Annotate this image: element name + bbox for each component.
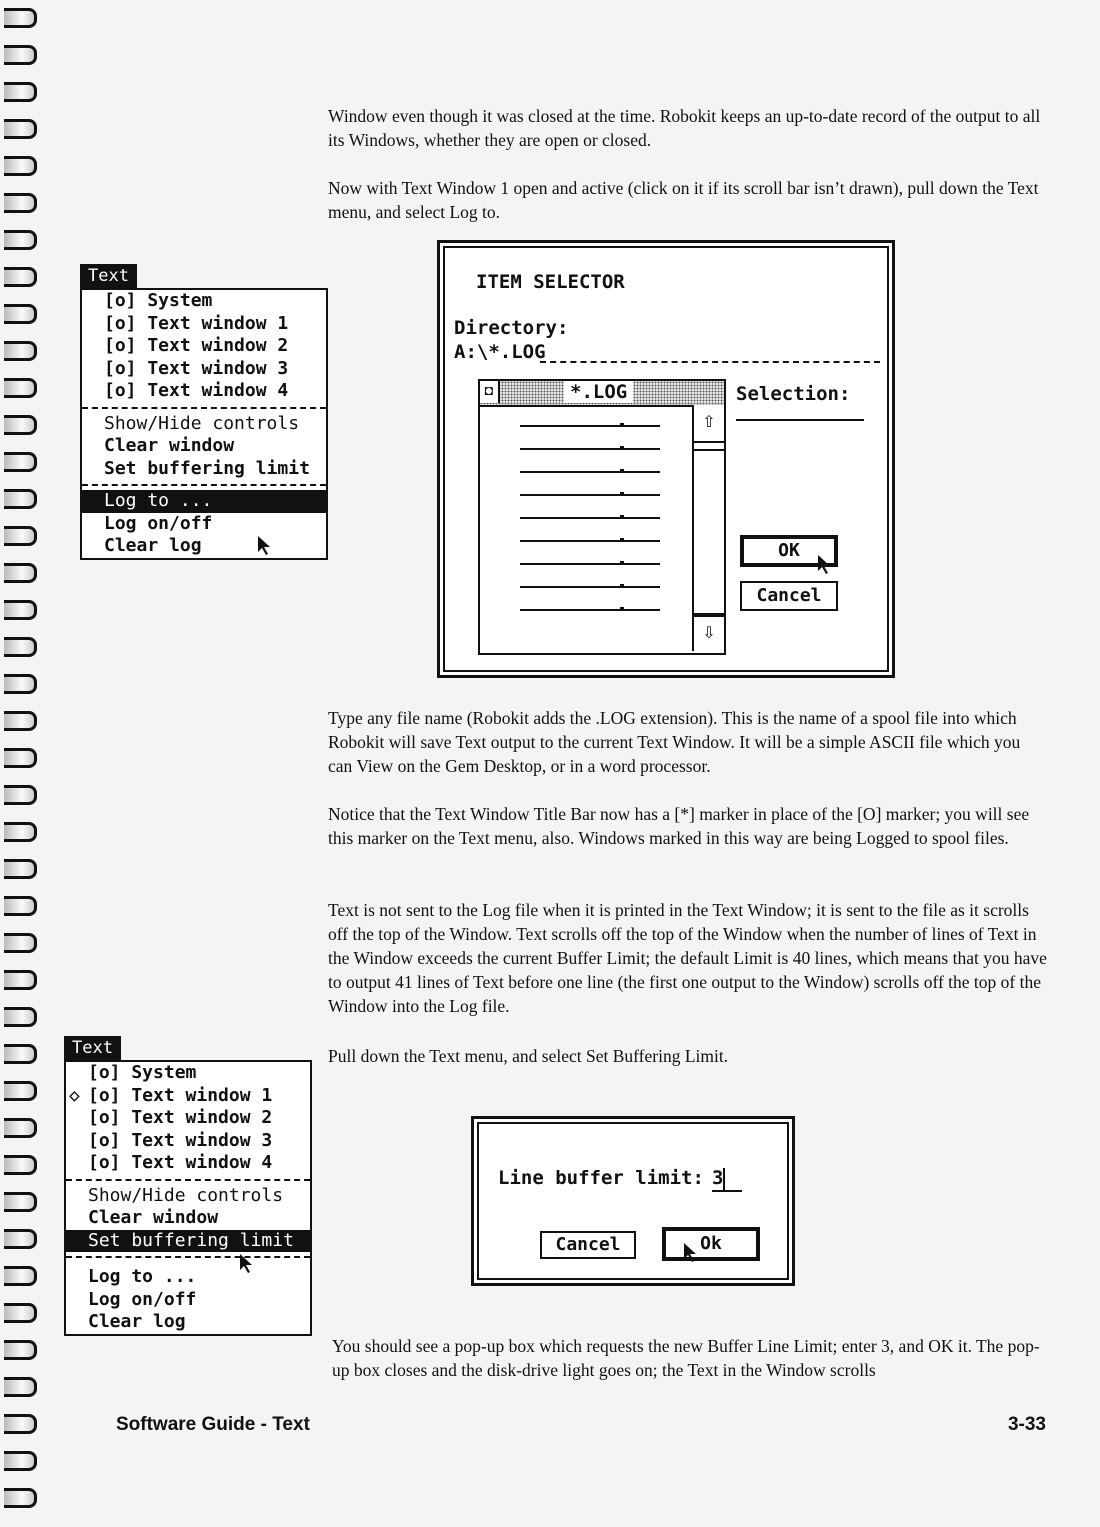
binding-coil xyxy=(4,785,37,805)
buffer-cancel-button[interactable]: Cancel xyxy=(540,1231,636,1259)
file-slot[interactable] xyxy=(520,563,660,567)
file-slot[interactable] xyxy=(520,448,660,452)
footer-section-title: Software Guide - Text xyxy=(116,1414,310,1435)
menu-item-system[interactable]: [o] System xyxy=(104,290,213,311)
binding-coil xyxy=(4,82,37,102)
menu-item-clear-log[interactable]: Clear log xyxy=(104,535,202,556)
binding-coil xyxy=(4,1414,37,1434)
menu-item-show-hide-controls[interactable]: Show/Hide controls xyxy=(104,412,300,434)
paragraph-4: Notice that the Text Window Title Bar now has a [*] marker in place of the [O] marker; you will see this marker on the Text menu, also. Windows marked in this way are being Logged to spool files. xyxy=(328,804,1030,848)
paragraph-3: Type any file name (Robokit adds the .LOG extension). This is the name of a spool file into which Robokit will save Text output to the current Text Window. It will be a simple ASCII file which you can View on the Gem Desktop, or in a word processor. xyxy=(328,708,1021,776)
menu-item-system[interactable]: [o] System xyxy=(88,1062,197,1083)
scroll-down-arrow-icon[interactable]: ⇩ xyxy=(694,615,724,651)
menu-separator xyxy=(66,1179,310,1181)
directory-field[interactable] xyxy=(454,341,546,363)
ok-button[interactable]: OK xyxy=(740,535,838,567)
binding-coil xyxy=(4,1488,37,1508)
menu-item-log-to[interactable]: Log to ... xyxy=(88,1266,197,1287)
binding-coil xyxy=(4,45,37,65)
binding-coil xyxy=(4,1118,37,1138)
selection-label: Selection: xyxy=(736,383,851,405)
binding-coil xyxy=(4,933,37,953)
binding-coil xyxy=(4,1229,37,1249)
line-buffer-label: Line buffer limit: xyxy=(498,1167,704,1189)
file-list-scrollbar[interactable] xyxy=(692,405,724,651)
menu-item-text-window-1[interactable]: [o] Text window 1 xyxy=(104,312,289,334)
file-list-panel xyxy=(478,379,726,655)
text-menu-title[interactable]: Text xyxy=(64,1036,121,1060)
scroll-up-arrow-icon[interactable]: ⇧ xyxy=(694,405,724,443)
scroll-thumb[interactable] xyxy=(694,449,724,615)
binding-coil xyxy=(4,452,37,472)
text-menu-title[interactable]: Text xyxy=(80,264,137,288)
menu-item-log-to[interactable]: Log to ... xyxy=(82,490,326,513)
menu-item-show-hide-controls[interactable]: Show/Hide controls xyxy=(88,1184,284,1206)
item-selector-title: ITEM SELECTOR xyxy=(476,271,625,293)
menu-item-text-window-1[interactable]: ◇ [o] Text window 1 xyxy=(69,1084,273,1106)
binding-coil xyxy=(4,230,37,250)
binding-coil xyxy=(4,8,37,28)
binding-coil xyxy=(4,637,37,657)
paragraph-1: Window even though it was closed at the time. Robokit keeps an up-to-date record of the output to all its Windows, whether they are open or closed. xyxy=(328,106,1041,150)
directory-underline xyxy=(540,361,880,363)
file-slot[interactable] xyxy=(520,609,660,613)
menu-item-text-window-2[interactable]: [o] Text window 2 xyxy=(88,1107,273,1128)
paragraph-7: You should see a pop-up box which requests the new Buffer Line Limit; enter 3, and OK it. The pop-up box closes and the disk-drive light goes on; the Text in the Window scrolls xyxy=(332,1336,1040,1380)
menu-item-clear-log[interactable]: Clear log xyxy=(88,1311,186,1332)
binding-coil xyxy=(4,489,37,509)
file-slot[interactable] xyxy=(520,425,660,429)
spiral-binding xyxy=(0,0,40,1527)
menu-item-clear-window[interactable]: Clear window xyxy=(104,435,235,456)
selection-field[interactable] xyxy=(736,419,864,421)
binding-coil xyxy=(4,1451,37,1471)
mouse-pointer-icon xyxy=(684,1243,698,1263)
paragraph-5: Text is not sent to the Log file when it is printed in the Text Window; it is sent to the file as it scrolls off the top of the Window. Text scrolls off the top of the Window when the number of lines of Text in the Window exceeds the current Buffer Limit; the default Limit is 40 lines, which means that you have to output 41 lines of Text before one line (the first one output to the Window) scrolls off the top of the Window into the Log file. xyxy=(328,900,1047,1016)
binding-coil xyxy=(4,1266,37,1286)
menu-item-text-window-2[interactable]: [o] Text window 2 xyxy=(104,335,289,356)
binding-coil xyxy=(4,1303,37,1323)
mouse-pointer-icon xyxy=(240,1254,254,1274)
binding-coil xyxy=(4,563,37,583)
menu-item-set-buffering-limit[interactable]: Set buffering limit xyxy=(66,1230,310,1253)
cancel-button[interactable]: Cancel xyxy=(740,581,838,611)
file-list-header xyxy=(480,381,724,407)
menu-separator xyxy=(82,407,326,409)
line-buffer-input[interactable] xyxy=(712,1167,742,1192)
binding-coil xyxy=(4,1044,37,1064)
binding-coil xyxy=(4,267,37,287)
binding-coil xyxy=(4,193,37,213)
line-buffer-value: 3 xyxy=(712,1167,724,1189)
binding-coil xyxy=(4,859,37,879)
file-filter[interactable]: *.LOG xyxy=(564,381,633,403)
binding-coil xyxy=(4,378,37,398)
binding-coil xyxy=(4,896,37,916)
item-selector-dialog xyxy=(437,240,895,678)
binding-coil xyxy=(4,822,37,842)
menu-separator xyxy=(66,1256,310,1258)
paragraph-2: Now with Text Window 1 open and active (click on it if its scroll bar isn’t drawn), pull down the Text menu, and select Log to. xyxy=(328,178,1039,222)
file-slot[interactable] xyxy=(520,494,660,498)
binding-coil xyxy=(4,970,37,990)
binding-coil xyxy=(4,711,37,731)
menu-item-clear-window[interactable]: Clear window xyxy=(88,1207,219,1228)
binding-coil xyxy=(4,1377,37,1397)
menu-separator xyxy=(82,484,326,486)
close-box-icon[interactable]: ◘ xyxy=(480,381,500,403)
directory-value: A:\*.LOG xyxy=(454,341,546,363)
binding-coil xyxy=(4,600,37,620)
menu-item-text-window-4[interactable]: [o] Text window 4 xyxy=(104,380,289,401)
binding-coil xyxy=(4,156,37,176)
menu-item-log-on-off[interactable]: Log on/off xyxy=(88,1288,197,1310)
file-slot[interactable] xyxy=(520,540,660,544)
file-slot[interactable] xyxy=(520,471,660,475)
footer-page-number: 3-33 xyxy=(1007,1414,1046,1435)
menu-item-text-window-3[interactable]: [o] Text window 3 xyxy=(88,1129,273,1151)
text-menu-set-buffering xyxy=(64,1036,312,1336)
menu-item-text-window-4[interactable]: [o] Text window 4 xyxy=(88,1152,273,1173)
binding-coil xyxy=(4,526,37,546)
text-menu-log-to xyxy=(80,264,328,560)
binding-coil xyxy=(4,415,37,435)
binding-coil xyxy=(4,1340,37,1360)
binding-coil xyxy=(4,1081,37,1101)
menu-item-log-on-off[interactable]: Log on/off xyxy=(104,512,213,534)
text-cursor xyxy=(723,1168,725,1190)
file-slot[interactable] xyxy=(520,586,660,590)
mouse-pointer-icon xyxy=(818,555,832,575)
binding-coil xyxy=(4,674,37,694)
mouse-pointer-icon xyxy=(258,536,272,556)
file-slot[interactable] xyxy=(520,517,660,521)
buffer-ok-button[interactable]: Ok xyxy=(662,1227,760,1261)
menu-item-text-window-3[interactable]: [o] Text window 3 xyxy=(104,357,289,379)
paragraph-6: Pull down the Text menu, and select Set Buffering Limit. xyxy=(328,1046,729,1066)
binding-coil xyxy=(4,1007,37,1027)
menu-item-set-buffering-limit[interactable]: Set buffering limit xyxy=(104,457,310,479)
binding-coil xyxy=(4,341,37,361)
binding-coil xyxy=(4,1155,37,1175)
directory-label: Directory: xyxy=(454,317,569,339)
binding-coil xyxy=(4,748,37,768)
binding-coil xyxy=(4,304,37,324)
current-window-marker-icon: ◇ xyxy=(69,1084,80,1106)
binding-coil xyxy=(4,1192,37,1212)
line-buffer-dialog xyxy=(471,1116,795,1286)
binding-coil xyxy=(4,119,37,139)
